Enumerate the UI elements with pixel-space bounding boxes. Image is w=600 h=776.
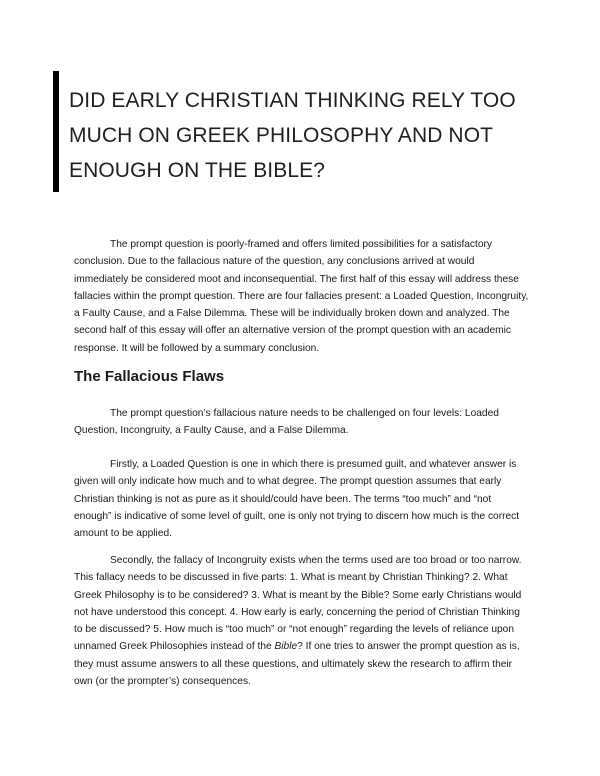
paragraph-fallacious-nature: The prompt question’s fallacious nature needs to be challenged on four levels: Loaded Question, Incongruity, a Faulty Cause, and a False Dilemma. — [74, 408, 499, 437]
section-heading: The Fallacious Flaws — [74, 368, 225, 385]
document-title: DID EARLY CHRISTIAN THINKING RELY TOO MUCH ON GREEK PHILOSOPHY AND NOT ENOUGH ON THE BIBLE? — [69, 89, 516, 182]
paragraph-incongruity-italic-bible: Bible — [274, 641, 298, 653]
intro-paragraph: The prompt question is poorly-framed and offers limited possibilities for a satisfactory conclusion. Due to the fallacious nature of the question, any conclusions arrived at would immediately be considered moot and inconsequential. The first half of this essay will address these fallacies within the prompt question. There are four fallacies present: a Loaded Question, Incongruity, a Faulty Cause, and a False Dilemma. These will be individually broken down and analyzed. The second half of this essay will offer an alternative version of the prompt question with an academic response. It will be followed by a summary conclusion. — [74, 239, 529, 354]
paragraph-incongruity — [74, 552, 530, 690]
paragraph-incongruity-text-b: ? If one tries to answer the prompt question as is, they must assume answers to all these questions, and ultimately skew the research to affirm their own (or the prompter’s) consequences. — [74, 641, 520, 688]
title-accent-bar — [53, 71, 59, 192]
paragraph-incongruity-text-a: Secondly, the fallacy of Incongruity exists when the terms used are too broad or too narrow. This fallacy needs to be discussed in five parts: 1. What is meant by Christian Thinking? 2. What Greek Philosophy is to be considered? 3. What is meant by the Bible? Some early Christians would not have understood this concept. 4. How early is early, concerning the period of Christian Thinking to be discussed? 5. How much is “too much” or “not enough” regarding the levels of reliance upon unnamed Greek Philosophies instead of the — [74, 555, 522, 653]
paragraph-loaded-question: Firstly, a Loaded Question is one in which there is presumed guilt, and whatever answer is given will only indicate how much and to what degree. The prompt question assumes that early Christian thinking is not as pure as it should/could have been. The terms “too much” and “not enough” is indicative of some level of guilt, one is only not trying to discern how much is the correct amount to be applied. — [74, 459, 520, 540]
